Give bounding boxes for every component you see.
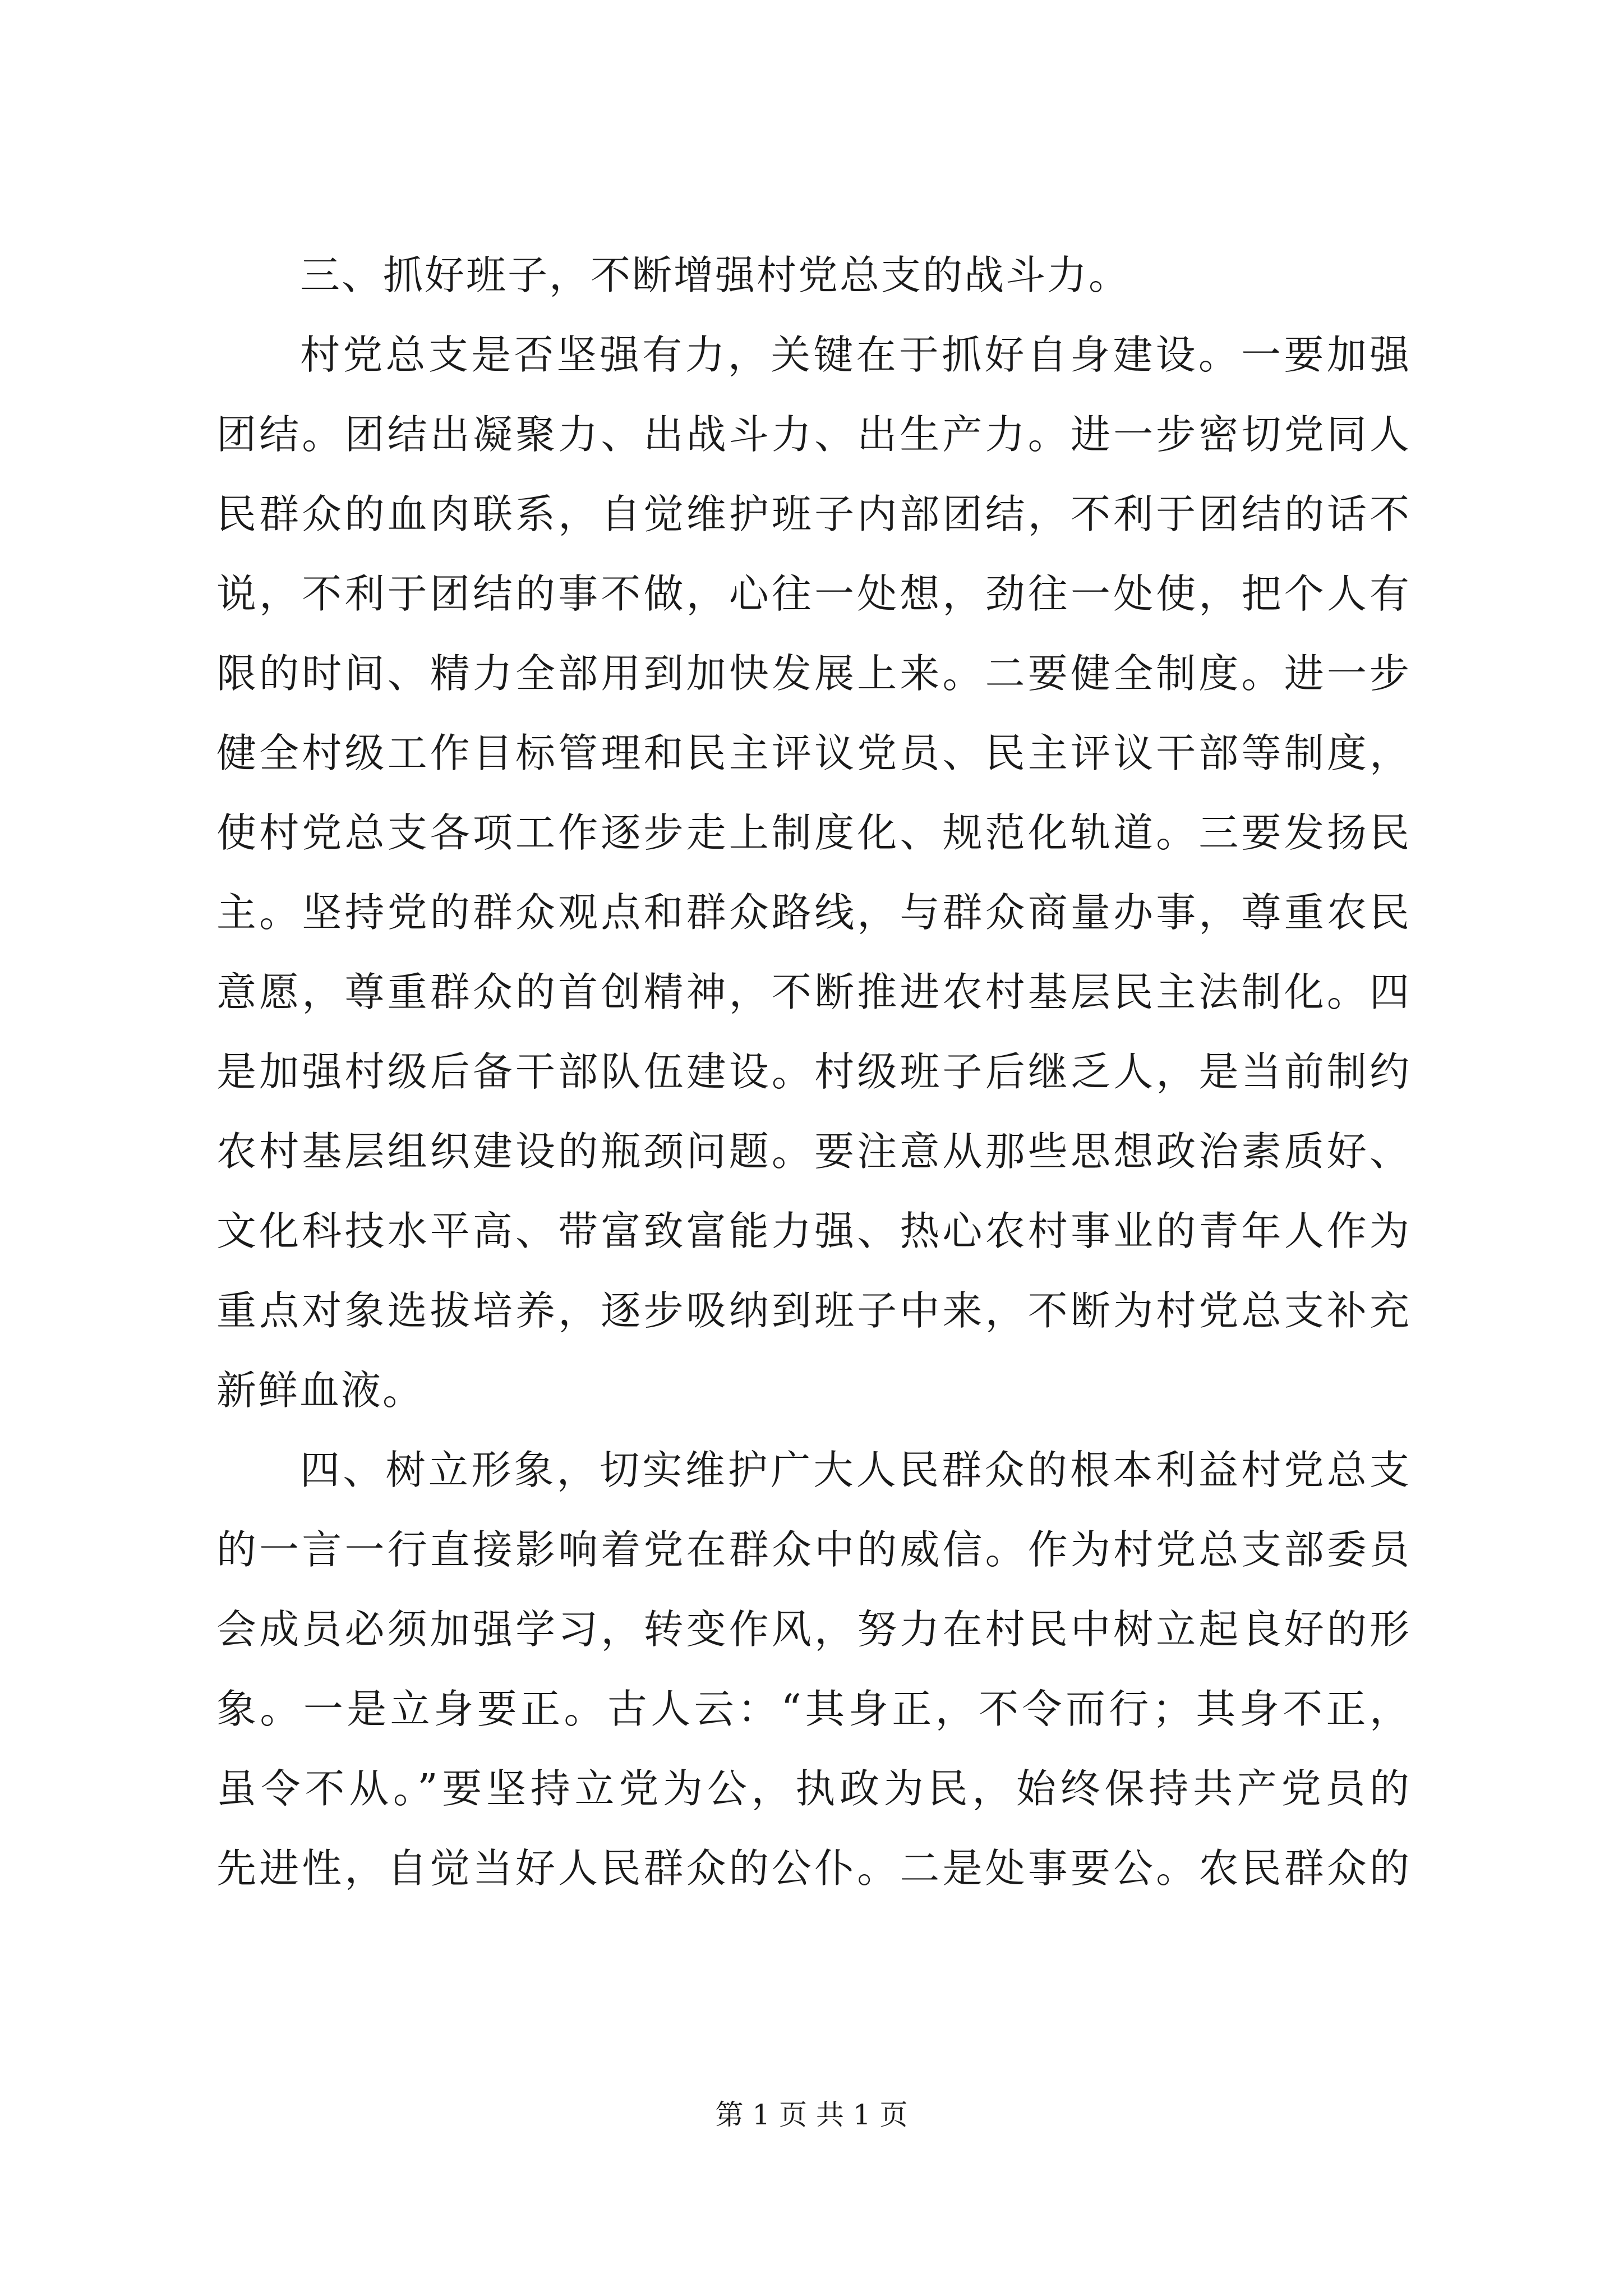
text-line: 村党总支是否坚强有力，关键在于抓好自身建设。一要加强	[300, 332, 1411, 378]
text-line: 限的时间、精力全部用到加快发展上来。二要健全制度。进一步	[216, 650, 1411, 697]
text-line: 主。坚持党的群众观点和群众路线，与群众商量办事，尊重农民	[216, 889, 1411, 936]
text-line: 说，不利于团结的事不做，心往一处想，劲往一处使，把个人有	[216, 570, 1411, 617]
text-line: 三、抓好班子，不断增强村党总支的战斗力。	[300, 252, 1131, 298]
document-body	[216, 236, 1411, 1908]
text-line: 重点对象选拔培养，逐步吸纳到班子中来，不断为村党总支补充	[216, 1287, 1411, 1334]
text-line: 的一言一行直接影响着党在群众中的威信。作为村党总支部委员	[216, 1526, 1411, 1573]
text-line: 健全村级工作目标管理和民主评议党员、民主评议干部等制度，	[216, 730, 1411, 776]
text-line: 象。一是立身要正。古人云：“其身正，不令而行；其身不正，	[216, 1686, 1411, 1732]
text-line: 农村基层组织建设的瓶颈问题。要注意从那些思想政治素质好、	[216, 1128, 1411, 1175]
text-line: 意愿，尊重群众的首创精神，不断推进农村基层民主法制化。四	[216, 969, 1411, 1015]
text-line: 先进性，自觉当好人民群众的公仆。二是处事要公。农民群众的	[216, 1845, 1411, 1892]
text-line: 使村党总支各项工作逐步走上制度化、规范化轨道。三要发扬民	[216, 809, 1411, 856]
text-line: 团结。团结出凝聚力、出战斗力、出生产力。进一步密切党同人	[216, 411, 1411, 458]
text-line: 会成员必须加强学习，转变作风，努力在村民中树立起良好的形	[216, 1606, 1411, 1653]
text-line: 四、树立形象，切实维护广大人民群众的根本利益村党总支	[300, 1447, 1411, 1493]
text-line: 虽令不从。”要坚持立党为公，执政为民，始终保持共产党员的	[216, 1765, 1411, 1812]
text-line: 民群众的血肉联系，自觉维护班子内部团结，不利于团结的话不	[216, 491, 1411, 537]
text-line: 是加强村级后备干部队伍建设。村级班子后继乏人，是当前制约	[216, 1048, 1411, 1095]
text-line: 新鲜血液。	[216, 1367, 425, 1414]
text-line: 文化科技水平高、带富致富能力强、热心农村事业的青年人作为	[216, 1208, 1411, 1254]
page-footer: 第 1 页 共 1 页	[715, 2099, 908, 2131]
